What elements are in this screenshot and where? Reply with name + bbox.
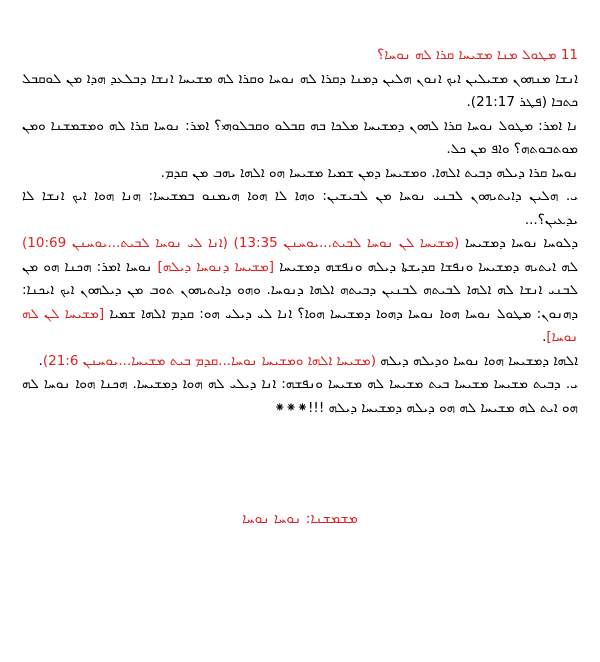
paragraph-2: ܢܐ ܐܡܪ: ܡܛܘܠ ܢܘܚܐ ܩܪܐ ܠܗܘܢ ܕܡܫܝܚܐ ܡܠܟܐ ܒܗ ܩܒܠܘ ܘܩܒܠܘܗܝ؟ ܐܡܪ: ܢܘܚܐ ܩܪܐ ܠܗ ܘܡܫܡܫܢܐ ܘܡܢ ܡܘܬܒܘܬܗ؟ ܘܐܦ ܡܢ ܟܠ. xyxy=(22,117,578,157)
paragraph-4: ܝ. ܗܠܝܢ ܕܐܝܬܝܗܘܢ ܠܒܢܝ ܢܘܚܐ ܡܢ ܠܒܝܫܝܢ: ܘܗܐ ܠܐ ܗܘܐ ܗܝܡܢܘ ܒܡܫܝܚܐ: ܗܢܐ ܗܘܐ ܐܝܟ ܐܢܫܐ ܠܐ ܝܕܥܝܢ؟... xyxy=(22,188,578,228)
paragraph-5 xyxy=(22,232,578,350)
heading: 11 ܡܛܘܠ ܡܢܐ ܡܫܝܚܐ ܩܪܐ ܠܗ ܢܘܚܐ؟ xyxy=(377,47,578,63)
p6-run: ܐܠܗܐ ܕܡܫܝܚܐ ܗܘܐ ܢܘܚܐ ܘܕܝܠܗ ܕܝܠܗ xyxy=(375,352,578,369)
p5-run: [ܡܫܝܚܐ ܠܢ ܠܗ ܢܘܚܐ] xyxy=(22,305,578,345)
paragraph-3: ܢܘܚܐ ܩܪܐ ܕܝܠܗ ܕܒܝܬ ܐܠܗܐ. ܘܡܫܝܚܐ ܕܡܢ ܫܡܝܐ ܡܫܝܚܐ ܗܘ ܐܠܗܐ ܝܗܒ ܡܢ ܩܕܡ. xyxy=(160,164,578,181)
paragraph-1: ܐܢܫܐ ܡܢܗܘܢ ܡܫܝܠܝܢ ܐܝܟ ܐܢܘܢ ܗܠܝܢ ܕܡܢܐ ܕܩܪܐ ܠܗ ܢܘܚܐ ܘܩܪܐ ܠܗ ܡܫܝܚܐ ܐܢܫܐ ܕܒܠܥܕ ܗܕܐ ܡܢ ܠܘܩܒܠ ܟܬܒܐ (ܦܛܪ 21:17). xyxy=(22,70,578,110)
p5-run: ܕܠܘܚܐ ܢܘܚܐ ܕܡܫܝܚܐ xyxy=(459,235,578,251)
p5-run: . xyxy=(542,329,547,345)
p5-run: (ܡܫܝܚܐ ܠܢ ܢܘܚܐ ܠܒܝܬ...ܝܘܚܢܢ 13:35) xyxy=(233,235,460,251)
paragraph-7: ܝ. ܕܒܝܬ ܡܫܝܚܐ ܡܫܝܚܐ ܒܝܬ ܡܫܝܚܐ ܠܗ ܡܫܝܚܐ ܘܢܦܫܗ: ܐܢܐ ܕܝܠܝ ܠܗ ܗܘܐ ܕܡܫܝܚܐ. ܗܟܢܐ ܗܘܐ ܢܘܚܐ ܠܗ ܗܘ ܐܝܬ ܠܗ ܡܫܝܚܐ ܠܗ ܗܘ ܕܝܠܗ ܕܡܫܝܚܐ ܕܝܠܗ !!!⁕⁕⁕ xyxy=(22,376,578,416)
p5-run: ܢܘܚܐ ܐܡܪ: ܗܟܢܐ ܗܘ ܡܢ ܠܒܢܝ ܐܢܫܐ ܠܗ ܐܠܗܐ ܠܒܝܬܗ ܠܒܢܝܢ ܕܒܝܬܗ ܐܠܗܐ ܕܢܘܚܐ. ܘܗܘ ܕܐܝܬܝܗܘܢ ܬܘܒ ܡܢ ܕܝܠܗܘܢ ܐܝܟ ܐܝܟܢܐ: ܕܗܢܘܢ: ܡܛܘܠ ܢܘܚܐ ܗܘܐ ܢܘܚܐ ܕܗܘܐ ܕܡܫܝܚܐ ܗܘܐ؟ ܐܢܐ ܠܝ ܕܝܠܝ ܗܘ: ܩܕܡ ܐܠܗܐ ܫܡܝܐ xyxy=(22,258,578,322)
document-body xyxy=(22,44,578,420)
paragraph-6 xyxy=(22,350,578,374)
p5-run: [ܡܫܝܚܐ ܕܢܘܚܐ ܕܝܠܗ] xyxy=(157,258,275,275)
p5-run: (ܐܢܐ ܠܝ ܢܘܚܐ ܠܒܝܬ...ܝܘܚܢܢ 10:69) xyxy=(22,235,228,251)
p6-run: (ܡܫܝܚܐ ܐܠܗܐ ܘܡܫܝܚܐ ܢܘܚܐ...ܩܕܡ ܒܝܬ ܡܫܝܚܐ...ܝܘܚܢܢ 21:6) xyxy=(42,352,376,369)
p5-run: ܠܗ ܐܝܬܝܗ ܕܡܫܝܚܐ ܘܢܦܫܐ ܩܕܝܫܬܐ ܕܝܠܗ ܘܢܦܫܗ ܕܡܫܝܚܐ xyxy=(274,258,578,275)
p6-run: . xyxy=(38,352,43,369)
signature: ܡܫܡܫܢܐ: ܢܘܚܐ ܢܘܚܐ xyxy=(242,511,358,527)
